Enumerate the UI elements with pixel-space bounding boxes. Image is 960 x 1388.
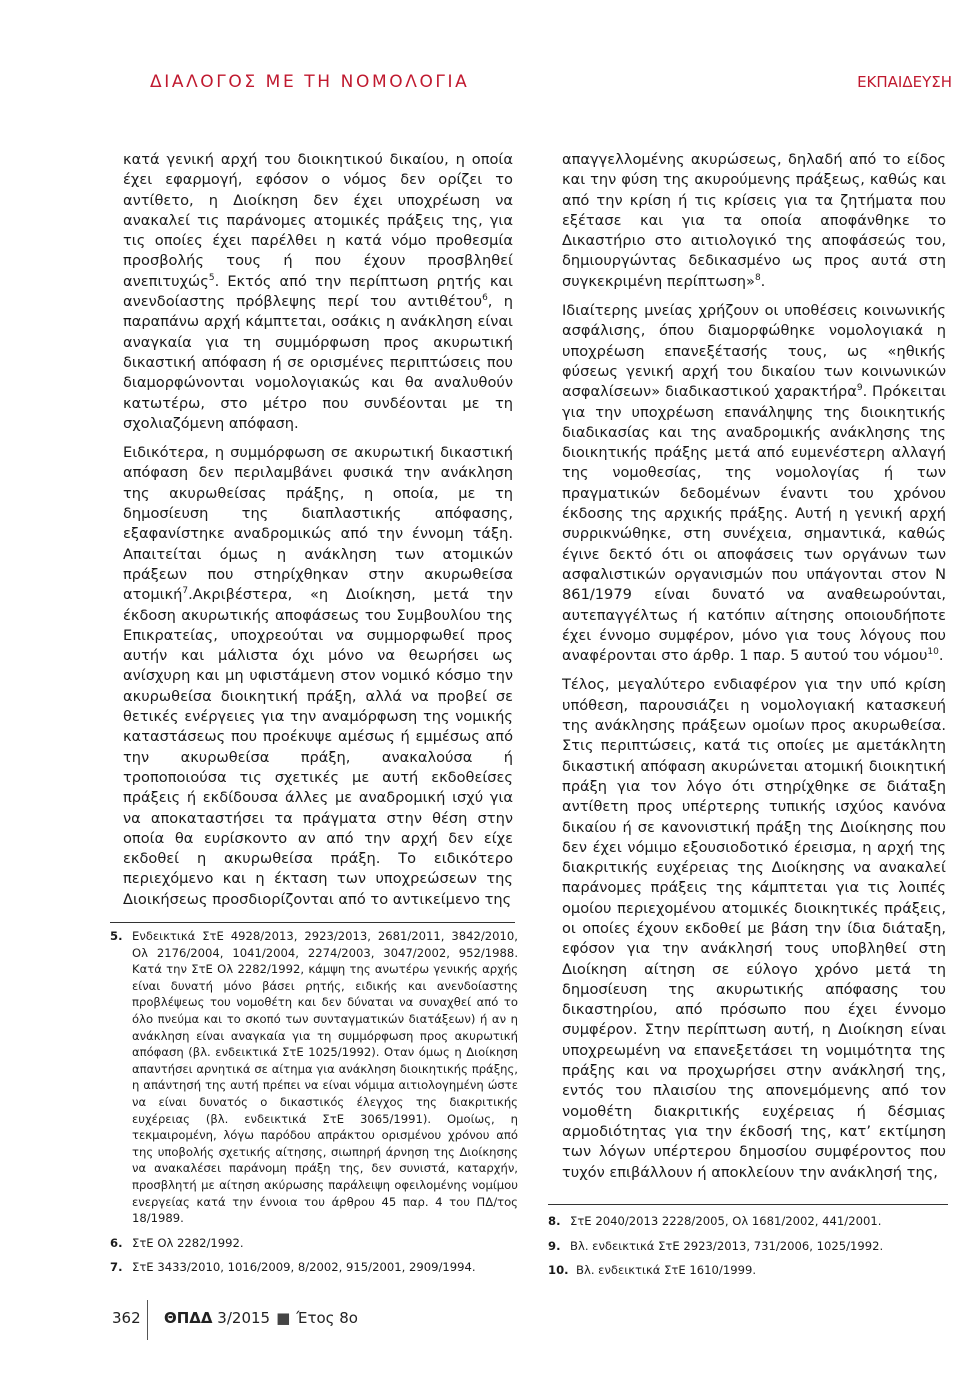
- footnote-number: 9.: [548, 1238, 561, 1253]
- paragraph: Τέλος, μεγαλύτερο ενδιαφέρον για την υπό κρίση υπόθεση, παρουσιάζει η νομολογιακή κατασκευή της ανάκλησης πράξεων ομοίων προς ακυρωθείσα. Στις περιπτώσεις, κατά τις οποίες με αμετάκλητη δικαστική απόφαση ακυρώνεται ατομική διοικητική πράξη για τον λόγο ότι στηρίχθηκε σε διάταξη αντίθετη προς υπέρτερης τυπικής ισχύος κανόνα δικαίου ή σε κανονιστική πράξη της Διοίκησης που δεν έχει νόμιμο εξουσιοδοτικό έρεισμα, η αρχή της διακριτικής ευχέρειας της Διοίκησης να ανακαλεί παράνομες πράξεις της κάμπτεται για τις λοιπές ομοίου περιεχομένου ατομικές διοικητικές πράξεις, οι οποίες έχουν εκδοθεί με βάση την ίδια διάταξη, εφόσον για την ανάκλησή τους υποβληθεί στη Διοίκηση αίτηση σε εύλογο χρόνο μετά τη δημοσίευση της ακυρωτικής απόφασης του δικαστηρίου, από πρόσωπο που έχει έννομο συμφέρον. Στην περίπτωση αυτή, η Διοίκηση είναι υποχρεωμένη να επανεξετάσει τη νομιμότητα της πράξης και να προχωρήσει στην ανάκλησή της, εντός του πλαισίου της απονεμόμενης από τον νομοθέτη διακριτικής ευχέρειας ή δέσμιας αρμοδιότητας για την έκδοσή της, κατ’ εκτίμηση των λόγων υπέρτερου δημοσίου συμφέροντος που τυχόν επιβάλλουν ή αποκλείουν την ανάκλησή της,: [562, 676, 946, 1181]
- footnote: [110, 1259, 518, 1276]
- footnotes-right: [548, 1213, 950, 1287]
- footnote-ref[interactable]: 8: [754, 272, 761, 283]
- journal-issue: 3/2015: [212, 1309, 271, 1327]
- footnote-text: ΣτΕ 3433/2010, 1016/2009, 8/2002, 915/2001, 2909/1994.: [132, 1260, 476, 1275]
- bullet-icon: ■: [276, 1309, 291, 1327]
- footnote-text: Ενδεικτικά ΣτΕ 4928/2013, 2923/2013, 2681/2011, 3842/2010, Ολ 2176/2004, 1041/2004, 2274/2003, 3047/2002, 952/1988. Κατά την ΣτΕ Ολ 2282/1992, κάμψη της ανωτέρω γενικής αρχής είναι δυνατή μόνο βάσει ρητής, ειδικής και ανενδοίαστης προβλέψεως του νομοθέτη και δεν δύναται να συναχθεί από το όλο πνεύμα και το σκοπό των συνταγματικών διατάξεων) ή αν η ανάκληση είναι αναγκαία για τη συμμόρφωση προς ακυρωτική απόφαση (βλ. ενδεικτικά ΣτΕ 1025/1992). Οταν όμως η Διοίκηση απαντήσει αρνητικά σε αίτημα για ανάκληση διοικητικής πράξης, η απάντησή της αυτή πρέπει να είναι νόμιμα αιτιολογημένη ώστε να είναι δυνατός ο δικαστικός έλεγχος της διακριτικής ευχέρειας (βλ. ενδεικτικά ΣτΕ 3065/1991). Ομοίως, η τεκμαιρομένη, λόγω παρόδου απράκτου ορισμένου χρόνου από της υποβολής σχετικής αίτησης, σιωπηρή άρνηση της Διοίκησης να ανακαλέσει παράνομη πράξη της, δεν συνιστά, καταρχήν, προσβλητή με αίτηση ακύρωσης παράλειψη οφειλομένης νομίμου ενεργείας κατά την έννοια του άρθρου 45 παρ. 4 του ΠΔ/τος 18/1989.: [132, 929, 518, 1226]
- footer-divider: [147, 1300, 148, 1340]
- footnote-text: Βλ. ενδεικτικά ΣτΕ 1610/1999.: [576, 1263, 757, 1278]
- footnote-number: 10.: [548, 1263, 569, 1278]
- footnote-text: ΣτΕ Ολ 2282/1992.: [132, 1235, 244, 1250]
- footnote-ref[interactable]: 7: [182, 586, 189, 597]
- footnote: [548, 1262, 950, 1279]
- section-title: ΔΙΑΛΟΓΟΣ ΜΕ ΤΗ ΝΟΜΟΛΟΓΙΑ: [150, 72, 470, 92]
- footnote-text: ΣτΕ 2040/2013 2228/2005, Ολ 1681/2002, 441/2001.: [570, 1214, 882, 1228]
- footnotes-left: [110, 928, 518, 1284]
- journal-name: ΘΠΔΔ: [164, 1309, 213, 1327]
- footnote-number: 8.: [548, 1214, 561, 1228]
- footnote: [548, 1213, 950, 1230]
- footnote-text: Βλ. ενδεικτικά ΣτΕ 2923/2013, 731/2006, 1025/1992.: [570, 1238, 884, 1253]
- footnote-divider: [548, 1204, 948, 1205]
- journal-info: [164, 1309, 358, 1327]
- footer: [0, 1298, 960, 1342]
- footnote: [110, 928, 518, 1227]
- right-column: [562, 150, 946, 1192]
- paragraph: Ιδιαίτερης μνείας χρήζουν οι υποθέσεις κοινωνικής ασφάλισης, όπου διαμορφώθηκε νομολογιακά η υποχρέωση επανεξέτασής τους, ως «ηθικής φύσεως γενική αρχή του δικαίου των κοινωνικών ασφαλίσεων» διαδικαστικού χαρακτήρα$^9$. Πρόκειται για την υποχρέωση επανάληψης της διοικητικής διαδικασίας και της αναδρομικής ανάκλησης της διοικητικής πράξης μετά από ευμενέστερη αλλαγή της νομοθεσίας, της νομολογίας ή των πραγματικών δεδομένων έναντι του χρόνου έκδοσης της αρχικής πράξης. Αυτή η γενική αρχή συρρικνώθηκε, στη συνέχεια, σημαντικά, καθώς έγινε δεκτό ότι οι αποφάσεις των οργάνων των ασφαλιστικών οργανισμών που υπάγονται στον Ν 861/1979 είναι δυνατό να αναθεωρούνται, αυτεπαγγέλτως ή κατόπιν αίτησης οποιουδήποτε έχει έννομο συμφέρον, μόνο για τους λόγους που αναφέρονται στο άρθρ. 1 παρ. 5 αυτού του νόμου$^{10}$.: [562, 302, 946, 665]
- footnote-ref[interactable]: 6: [482, 293, 488, 304]
- footnote-number: 5.: [110, 929, 123, 943]
- paragraph: Ειδικότερα, η συμμόρφωση σε ακυρωτική δικαστική απόφαση δεν περιλαμβάνει φυσικά την ανάκληση της ακυρωθείσας πράξης, η οποία, με τη δημοσίευση της διαπλαστικής απόφασης, εξαφανίστηκε αναδρομικώς από την έννομη τάξη. Απαιτείται όμως η ανάκληση των ατομικών πράξεων που στηρίχθηκαν στην ακυρωθείσα ατομική$^7$.Ακριβέστερα, «η Διοίκηση, μετά την έκδοση ακυρωτικής αποφάσεως του Συμβουλίου της Επικρατείας, υποχρεούται να συμμορφωθεί προς αυτήν και μάλιστα όχι μόνο να θεωρήσει ως ανίσχυρη και μη υφιστάμενη στον νομικό κόσμο την ακυρωθείσα διοικητική πράξη, αλλά να προβεί σε θετικές ενέργειες για την αναμόρφωση της νομικής καταστάσεως που προέκυψε αμέσως ή εμμέσως από την ακυρωθείσα πράξη, ανακαλούσα ή τροποποιούσα τις σχετικές με αυτή εκδοθείσες πράξεις ή εκδίδουσα άλλες με αναδρομική ισχύ για να αποκαταστήσει τα πράγματα στην θέση στην οποία θα ευρίσκοντο αν από την αρχή δεν είχε εκδοθεί η ακυρωθείσα πράξη. Το ειδικότερο περιεχόμενο και η έκταση των υποχρεώσεων της Διοικήσεως προσδιορίζονται από το αντικείμενο της: [123, 444, 513, 908]
- paragraph: κατά γενική αρχή του διοικητικού δικαίου, η οποία έχει εφαρμογή, εφόσον ο νόμος δεν ορίζει το αντίθετο, η Διοίκηση δεν έχει υποχρέωση να ανακαλεί τις παράνομες ατομικές πράξεις της, για τις οποίες έχει παρέλθει η κατά νόμο προθεσμία προσβολής τους ή που έχουν προσβληθεί ανεπιτυχώς$^5$. Εκτός από την περίπτωση ρητής και ανενδοίαστης πρόβλεψης περί του αντιθέτου$^6$, η παραπάνω αρχή κάμπτεται, οσάκις η ανάκληση είναι αναγκαία για τη συμμόρφωση προς ακυρωτική δικαστική απόφαση ή σε ορισμένες περιπτώσεις που διαμορφώνονται νομολογιακώς και θα αναλυθούν κατωτέρω, στο μέτρο που συνδέονται με τη σχολιαζόμενη απόφαση.: [123, 151, 513, 432]
- footnote-number: 7.: [110, 1260, 123, 1275]
- paragraph: απαγγελλομένης ακυρώσεως, δηλαδή από το είδος και την φύση της ακυρούμενης πράξεως, καθώς και από την κρίση ή τις κρίσεις για τα ζητήματα που εξέτασε και για τα οποία αποφάνθηκε το Δικαστήριο στο αιτιολογικό της αποφάσεώς του, δημιουργώντας δεδικασμένο ως προς αυτά στη συγκεκριμένη περίπτωση»$^8$.: [562, 151, 946, 290]
- journal-year: Έτος 8ο: [296, 1309, 358, 1327]
- footnote-ref[interactable]: 5: [208, 272, 215, 283]
- footnote: [110, 1235, 518, 1252]
- footnote-number: 6.: [110, 1235, 123, 1250]
- page-number: 362: [112, 1309, 141, 1327]
- footnote-ref[interactable]: 10: [927, 647, 939, 658]
- footnote-divider: [110, 922, 515, 923]
- footnote-ref[interactable]: 9: [856, 383, 863, 394]
- left-column: [123, 150, 513, 919]
- category-label: ΕΚΠΑΙΔΕΥΣΗ: [857, 73, 952, 91]
- footnote: [548, 1238, 950, 1255]
